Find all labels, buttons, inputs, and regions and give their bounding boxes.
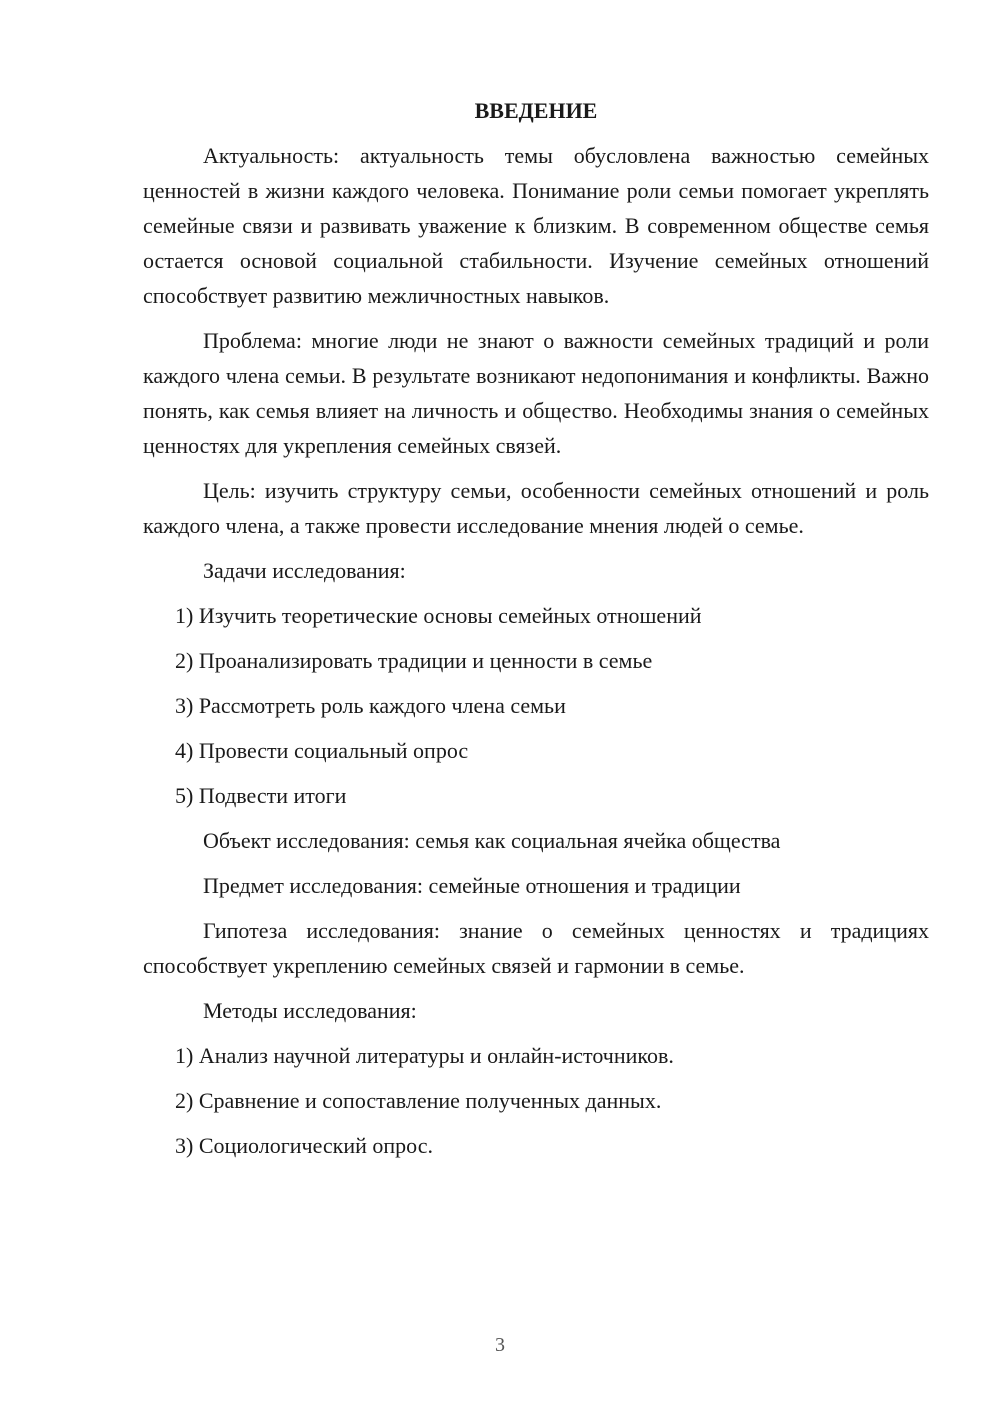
task-item: 1) Изучить теоретические основы семейных отношений bbox=[175, 603, 702, 628]
research-object: Объект исследования: семья как социальная ячейка общества bbox=[203, 828, 781, 853]
problem-paragraph: Проблема: многие люди не знают о важности семейных традиций и роли каждого члена семьи. В результате возникают недопонимания и конфликты. Важно понять, как семья влияет на личность и общество. Необходимы знания о семейных ценностях для укрепления семейных связей. bbox=[143, 328, 929, 458]
method-item: 3) Социологический опрос. bbox=[175, 1133, 433, 1158]
task-item: 5) Подвести итоги bbox=[175, 783, 347, 808]
hypothesis-paragraph: Гипотеза исследования: знание о семейных ценностях и традициях способствует укреплению семейных связей и гармонии в семье. bbox=[143, 918, 929, 978]
tasks-heading: Задачи исследования: bbox=[203, 558, 406, 583]
task-item: 4) Провести социальный опрос bbox=[175, 738, 469, 763]
method-item: 1) Анализ научной литературы и онлайн-источников. bbox=[175, 1043, 674, 1068]
page-number: 3 bbox=[495, 1334, 505, 1356]
task-item: 2) Проанализировать традиции и ценности в семье bbox=[175, 648, 653, 673]
task-item: 3) Рассмотреть роль каждого члена семьи bbox=[175, 693, 566, 718]
goal-paragraph: Цель: изучить структуру семьи, особенности семейных отношений и роль каждого члена, а также провести исследование мнения людей о семье. bbox=[143, 478, 929, 538]
research-subject: Предмет исследования: семейные отношения и традиции bbox=[203, 873, 741, 898]
methods-heading: Методы исследования: bbox=[203, 998, 417, 1023]
relevance-paragraph: Актуальность: актуальность темы обусловлена важностью семейных ценностей в жизни каждого человека. Понимание роли семьи помогает укреплять семейные связи и развивать уважение к близким. В современном обществе семья остается основой социальной стабильности. Изучение семейных отношений способствует развитию межличностных навыков. bbox=[143, 143, 929, 308]
page-content bbox=[143, 96, 929, 1173]
page-title: ВВЕДЕНИЕ bbox=[474, 98, 598, 123]
method-item: 2) Сравнение и сопоставление полученных данных. bbox=[175, 1088, 662, 1113]
